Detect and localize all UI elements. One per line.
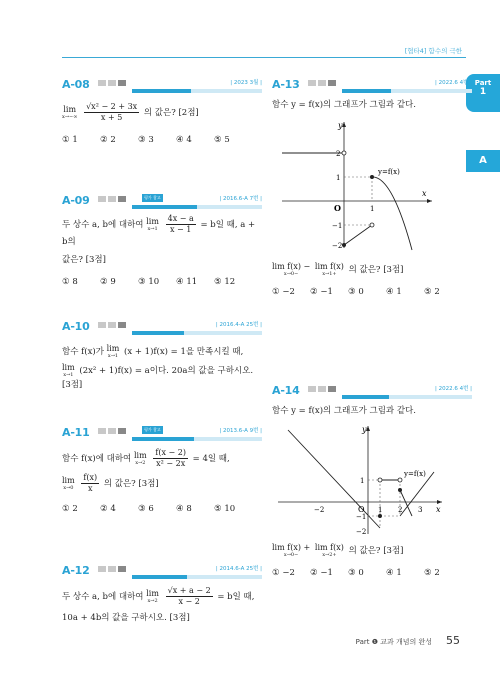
tick-label: 1 bbox=[336, 174, 341, 182]
problem-a11 bbox=[62, 424, 262, 514]
tick-label: −1 bbox=[356, 513, 367, 521]
question-text: (x + 1)f(x) = 1을 만족시킬 때, bbox=[124, 347, 244, 357]
choice[interactable]: ② −1 bbox=[310, 568, 333, 578]
accuracy-bar bbox=[132, 331, 262, 335]
problem-source: | 2022.6 4번 | bbox=[434, 80, 472, 86]
difficulty-square bbox=[328, 386, 336, 392]
problem-id: A-08 bbox=[62, 78, 90, 91]
accuracy-bar bbox=[132, 89, 262, 93]
closed-point bbox=[342, 243, 346, 247]
open-point bbox=[378, 478, 382, 482]
part-label: Part bbox=[474, 79, 492, 87]
choice[interactable]: ⑤ 10 bbox=[214, 504, 236, 514]
graph-segment bbox=[400, 472, 434, 516]
function-graph bbox=[272, 422, 472, 537]
section-tab[interactable]: A bbox=[466, 150, 500, 172]
function-label: y=f(x) bbox=[404, 470, 426, 478]
choice[interactable]: ⑤ 12 bbox=[214, 277, 236, 287]
tick-label: −2 bbox=[314, 506, 325, 514]
answer-choices bbox=[272, 287, 472, 297]
difficulty-square bbox=[98, 196, 106, 202]
limit-expr: lim f(x) − x→0− bbox=[272, 262, 311, 277]
question-text: = b일 때, a + b의 bbox=[62, 220, 256, 247]
difficulty-square bbox=[328, 80, 336, 86]
difficulty-square bbox=[108, 428, 116, 434]
open-point bbox=[398, 478, 402, 482]
difficulty-square bbox=[98, 566, 106, 572]
fraction: $\frac{f(x - 2)}{\text{x² − 2x}}$ bbox=[155, 448, 186, 468]
difficulty-square bbox=[308, 386, 316, 392]
open-point bbox=[370, 223, 374, 227]
header-rule bbox=[62, 57, 466, 58]
accuracy-bar bbox=[132, 205, 262, 209]
limit-expr: lim f(x) + x→0− bbox=[272, 543, 311, 558]
problem-source: | 2013.6-A 9번 | bbox=[219, 428, 262, 434]
graph-segment bbox=[344, 225, 372, 245]
choice[interactable]: ⑤ 2 bbox=[424, 287, 440, 297]
problem-source: | 2014.6-A 25번 | bbox=[215, 566, 262, 572]
question-text: = b일 때, bbox=[217, 592, 255, 602]
tick-label: 1 bbox=[370, 205, 375, 213]
closed-point bbox=[398, 488, 402, 492]
problem-id: A-14 bbox=[272, 384, 300, 397]
limit-expr: lim x→−∞ bbox=[62, 105, 78, 120]
choice[interactable]: ④ 11 bbox=[176, 277, 198, 287]
difficulty-square bbox=[318, 386, 326, 392]
page-number: 55 bbox=[446, 634, 460, 647]
limit-expr: lim f(x) x→1+ bbox=[314, 262, 344, 277]
fraction: $\frac{4x - a}{x - 1}$ bbox=[167, 214, 194, 234]
accuracy-bar bbox=[132, 575, 262, 579]
choice[interactable]: ③ 3 bbox=[138, 135, 154, 145]
difficulty-square bbox=[118, 428, 126, 434]
tick-label: 1 bbox=[360, 477, 365, 485]
choice[interactable]: ③ 10 bbox=[138, 277, 160, 287]
limit-expr: lim x→0 bbox=[62, 476, 75, 491]
choice[interactable]: ① −2 bbox=[272, 287, 295, 297]
accuracy-bar bbox=[342, 395, 472, 399]
choice[interactable]: ④ 8 bbox=[176, 504, 192, 514]
choice[interactable]: ① −2 bbox=[272, 568, 295, 578]
tick-label: 3 bbox=[418, 506, 423, 514]
closed-point bbox=[370, 175, 374, 179]
problem-id: A-10 bbox=[62, 320, 90, 333]
axis-label: x bbox=[422, 189, 427, 198]
tick-label: −2 bbox=[332, 242, 343, 250]
fraction: $\frac{f(x)}{x}$ bbox=[83, 473, 98, 493]
difficulty-square bbox=[118, 196, 126, 202]
function-graph bbox=[272, 118, 472, 258]
choice[interactable]: ① 8 bbox=[62, 277, 78, 287]
problem-id: A-11 bbox=[62, 426, 90, 439]
limit-expr: lim x→1 bbox=[106, 344, 120, 359]
choice[interactable]: ⑤ 2 bbox=[424, 568, 440, 578]
choice[interactable]: ② 2 bbox=[100, 135, 116, 145]
question-text: 두 상수 a, b에 대하여 bbox=[62, 592, 144, 602]
accuracy-bar bbox=[132, 437, 262, 441]
axis-label: y bbox=[362, 425, 367, 434]
question-text: (2x² + 1)f(x) = a이다. 20a의 값을 구하시오. [3점] bbox=[62, 366, 254, 390]
problem-a09 bbox=[62, 192, 262, 287]
footer-text: Part ❶ 교과 개념의 완성 bbox=[355, 638, 432, 646]
answer-choices bbox=[62, 277, 262, 287]
question-text: 의 값은? [2점] bbox=[143, 108, 199, 118]
question-text: 함수 f(x)에 대하여 bbox=[62, 454, 132, 464]
question-text: 두 상수 a, b에 대하여 bbox=[62, 220, 144, 230]
axis-label: y bbox=[338, 121, 343, 130]
problem-a13 bbox=[272, 76, 472, 297]
limit-expr: lim x→1 bbox=[62, 363, 75, 378]
question-text: 의 값은? [3점] bbox=[348, 265, 404, 275]
fraction: $\frac{\text{√x² − 2 + 3x}}{x + 5}$ bbox=[86, 102, 138, 122]
difficulty-square bbox=[118, 566, 126, 572]
problem-tag: 평가 참고 bbox=[144, 195, 161, 200]
difficulty-square bbox=[318, 80, 326, 86]
limit-expr: lim x→1 bbox=[146, 217, 159, 232]
closed-point bbox=[378, 514, 382, 518]
tick-label: −2 bbox=[356, 528, 367, 536]
question-text: 값은? [3점] bbox=[62, 255, 106, 265]
open-point bbox=[342, 151, 346, 155]
problem-a10 bbox=[62, 318, 262, 392]
tick-label: −1 bbox=[332, 222, 343, 230]
problem-id: A-12 bbox=[62, 564, 90, 577]
accuracy-bar bbox=[342, 89, 472, 93]
choice[interactable]: ② 9 bbox=[100, 277, 116, 287]
difficulty-square bbox=[108, 566, 116, 572]
choice[interactable]: ① 2 bbox=[62, 504, 78, 514]
choice[interactable]: ④ 1 bbox=[386, 287, 402, 297]
difficulty-square bbox=[308, 80, 316, 86]
choice[interactable]: ④ 4 bbox=[176, 135, 192, 145]
problem-source: | 2016.4-A 25번 | bbox=[215, 322, 262, 328]
page-header bbox=[0, 46, 466, 58]
limit-expr: lim f(x) x→2+ bbox=[314, 543, 344, 558]
problem-a14 bbox=[272, 382, 472, 578]
question-text: 10a + 4b의 값을 구하시오. [3점] bbox=[62, 613, 190, 623]
difficulty-square bbox=[98, 80, 106, 86]
difficulty-square bbox=[108, 196, 116, 202]
choice[interactable]: ① 1 bbox=[62, 135, 78, 145]
problem-source: | 2023 3월 | bbox=[230, 80, 262, 86]
header-title: [협타4] 함수의 극한 bbox=[404, 47, 462, 55]
difficulty-square bbox=[108, 322, 116, 328]
answer-choices bbox=[62, 135, 262, 145]
question-text: 의 값은? [3점] bbox=[103, 479, 159, 489]
choice[interactable]: ② 4 bbox=[100, 504, 116, 514]
tick-label: 2 bbox=[336, 150, 341, 158]
origin-label: O bbox=[334, 203, 341, 213]
problem-tag: 평가 참고 bbox=[144, 427, 161, 432]
limit-expr: lim x→2 bbox=[133, 451, 147, 466]
answer-choices bbox=[62, 504, 262, 514]
choice[interactable]: ⑤ 5 bbox=[214, 135, 230, 145]
fraction: $\frac{√x + a - 2}{x - 2}$ bbox=[167, 586, 211, 606]
axis-label: x bbox=[436, 505, 441, 514]
choice[interactable]: ④ 1 bbox=[386, 568, 402, 578]
choice[interactable]: ③ 0 bbox=[348, 568, 364, 578]
part-number: 1 bbox=[479, 87, 487, 97]
tick-label: 2 bbox=[398, 506, 403, 514]
problem-source: | 2016.6-A 7번 | bbox=[219, 196, 262, 202]
choice[interactable]: ③ 0 bbox=[348, 287, 364, 297]
choice[interactable]: ② −1 bbox=[310, 287, 333, 297]
answer-choices bbox=[272, 568, 472, 578]
question-text: 함수 y = f(x)의 그래프가 그림과 같다. bbox=[272, 406, 416, 416]
origin-label: O bbox=[358, 505, 365, 514]
problem-source: | 2022.6 4번 | bbox=[434, 386, 472, 392]
graph-curve bbox=[372, 177, 412, 250]
problem-a08 bbox=[62, 76, 262, 145]
difficulty-square bbox=[118, 322, 126, 328]
limit-expr: lim x→2 bbox=[146, 589, 159, 604]
question-text: = 4일 때, bbox=[192, 454, 230, 464]
difficulty-square bbox=[118, 80, 126, 86]
problem-id: A-09 bbox=[62, 194, 90, 207]
difficulty-square bbox=[98, 428, 106, 434]
question-text: 함수 y = f(x)의 그래프가 그림과 같다. bbox=[272, 100, 416, 110]
problem-a12 bbox=[62, 562, 262, 625]
difficulty-square bbox=[98, 322, 106, 328]
difficulty-square bbox=[108, 80, 116, 86]
problem-id: A-13 bbox=[272, 78, 300, 91]
choice[interactable]: ③ 6 bbox=[138, 504, 154, 514]
function-label: y=f(x) bbox=[378, 168, 400, 176]
question-text: 함수 f(x)가 bbox=[62, 347, 104, 357]
tick-label: 1 bbox=[378, 506, 383, 514]
question-text: 의 값은? [3점] bbox=[348, 546, 404, 556]
